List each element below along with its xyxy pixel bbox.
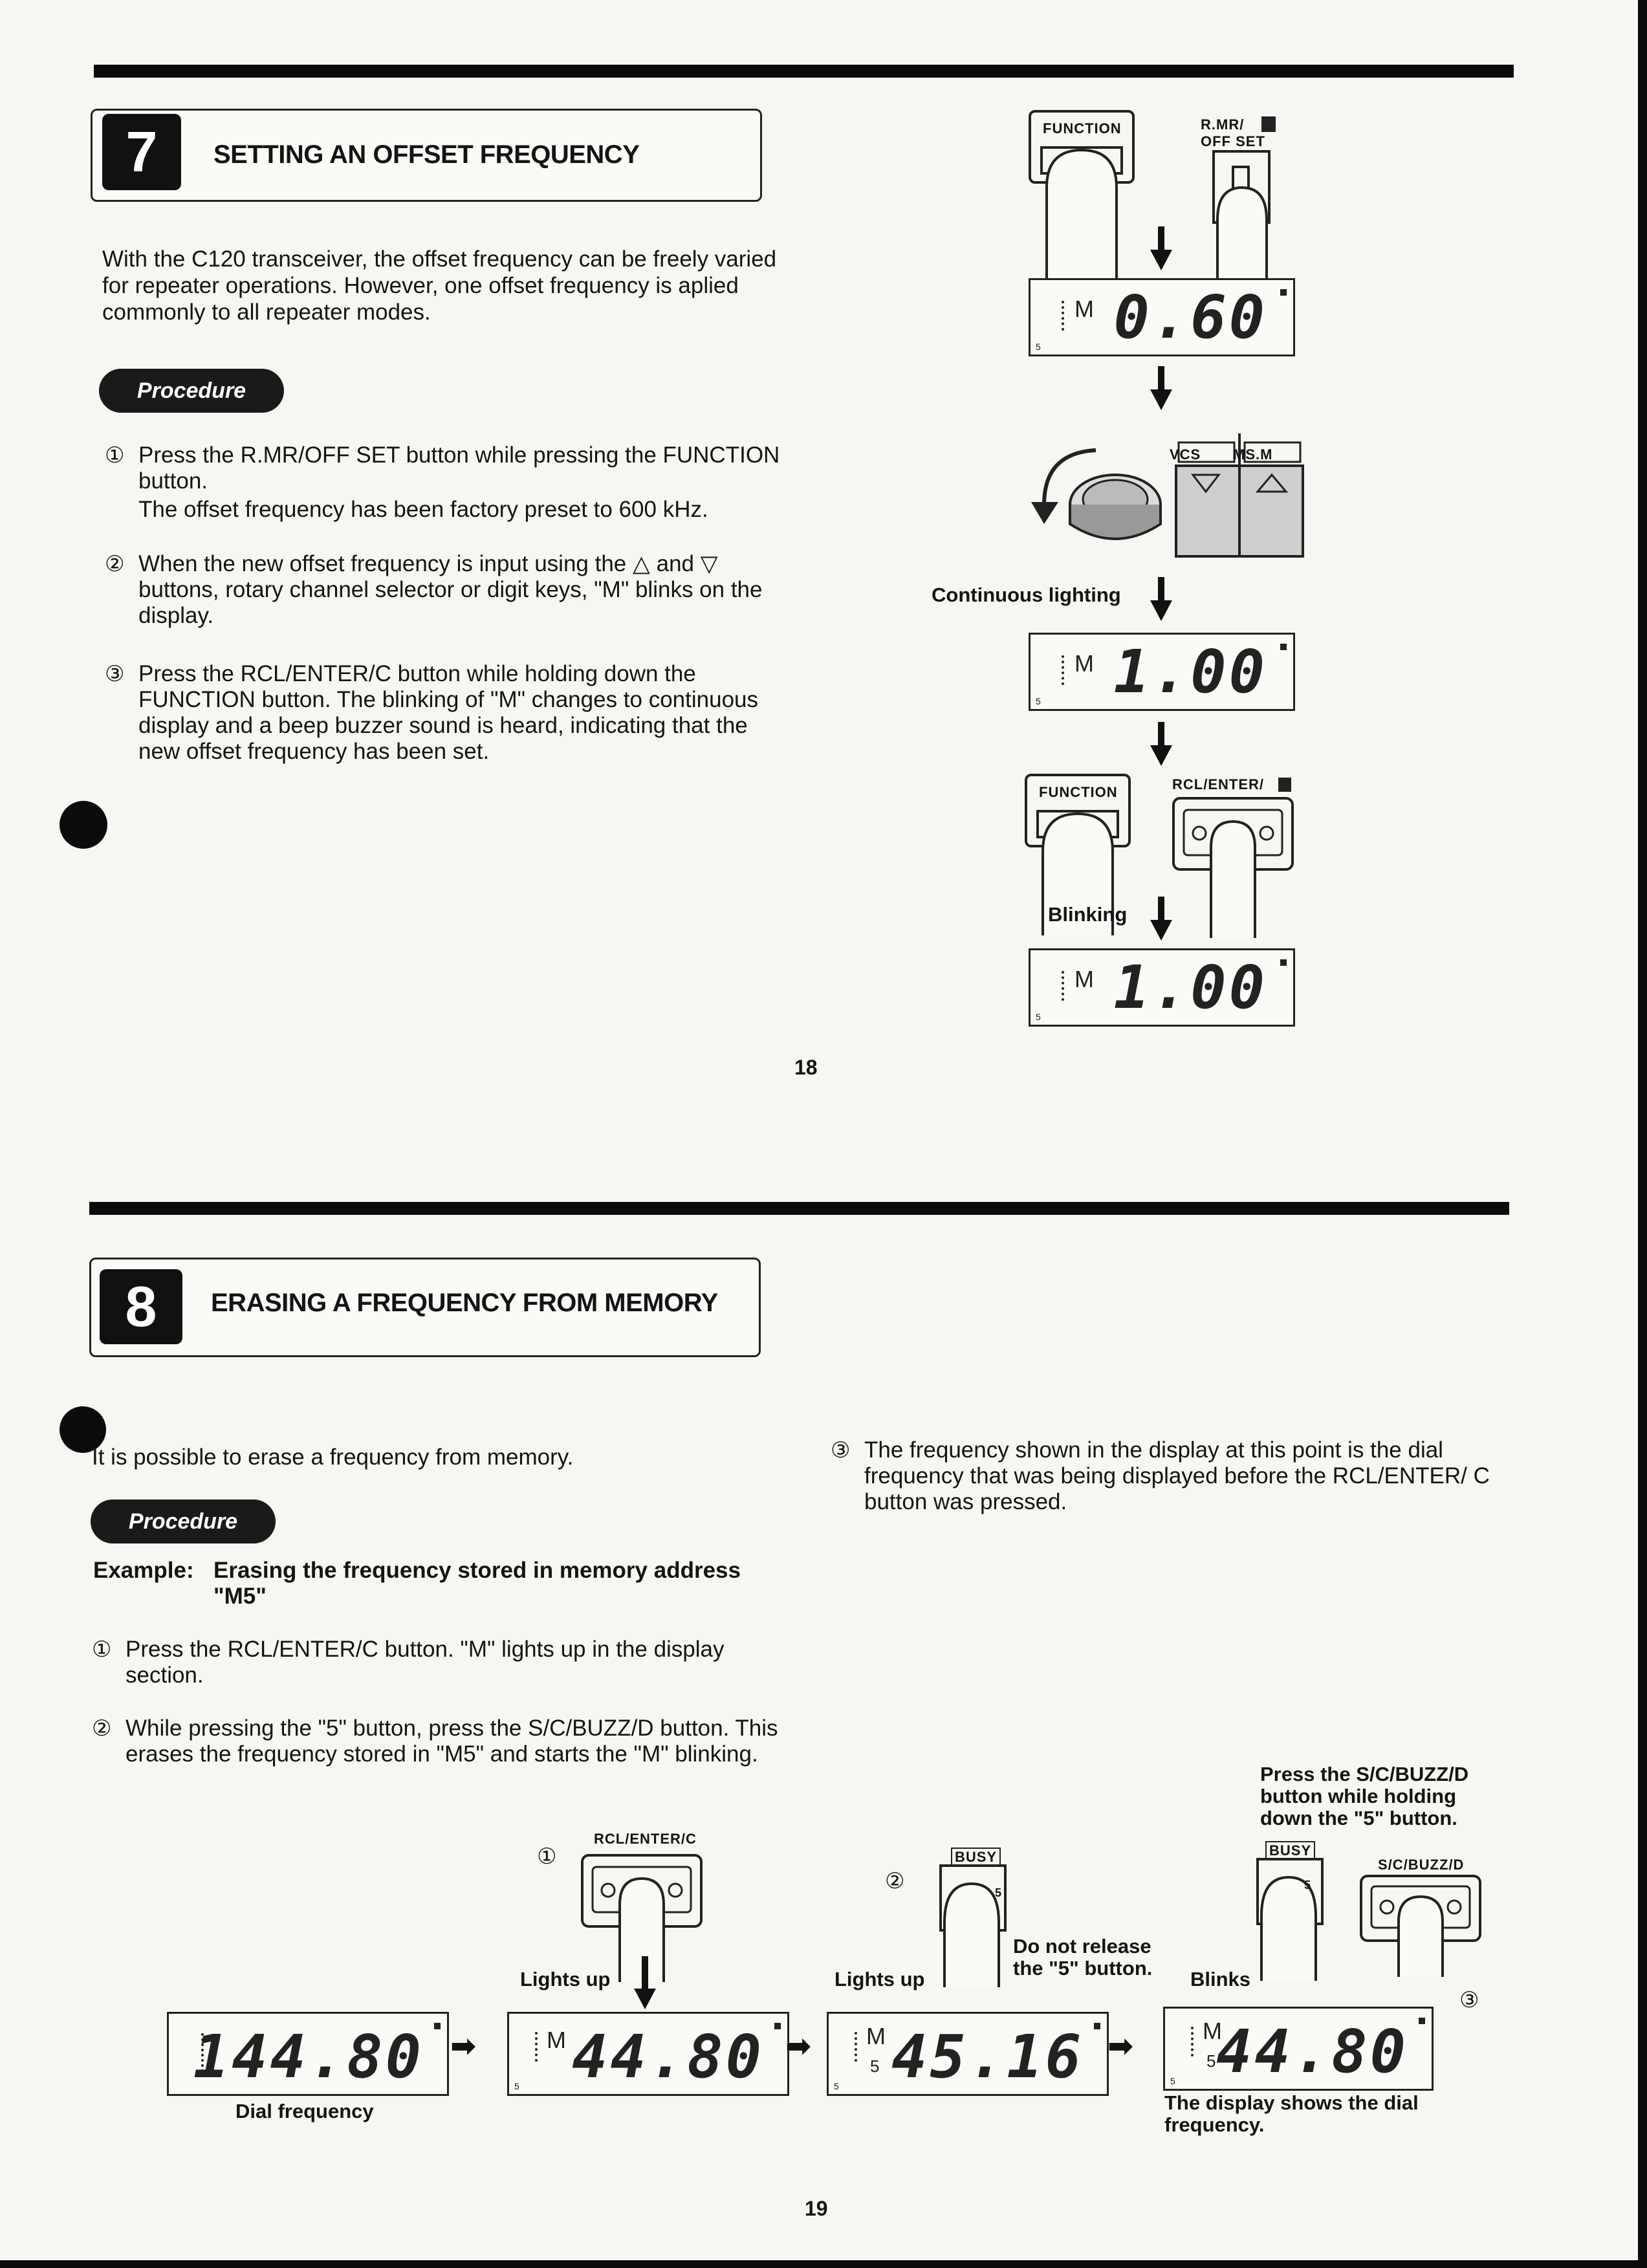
lcd-display-3 [1029,948,1295,1027]
step-7-3 [105,661,791,778]
lcd-m-indicator: M [1074,650,1094,677]
display-shows-note: The display shows the dial frequency. [1164,2091,1419,2136]
boxed-letter-icon [1278,778,1291,792]
lcd-corner-mark [1419,2018,1425,2024]
bottom-rule [89,1202,1509,1215]
arrow-down-icon [1149,366,1175,411]
lcd-five: 5 [1170,2076,1175,2086]
lcd-digits: 1.00 [1113,953,1267,1022]
lcd-five-indicator: 5 [870,2056,880,2076]
section-8-badge [100,1269,182,1344]
lcd-digits: 144.80 [193,2022,424,2091]
lcd-corner-mark [1280,644,1287,650]
lcd-display-1 [1029,278,1295,356]
step-text: Press the RCL/ENTER/C button. "M" lights up in the display section. [125,1637,725,1688]
lcd-ticks [1191,2027,1199,2056]
figure-mark-1: ① [537,1844,557,1869]
lcd-m-indicator: M [866,2023,886,2049]
section-7-intro: With the C120 transceiver, the offset frequency can be freely varied for repeater operations. However, one offset frequency is aplied commonly to all repeater modes. [102,246,777,325]
lcd-ticks [1062,301,1069,331]
step-text: The frequency shown in the display at this point is the dial frequency that was being displayed before the RCL/ENTER/ C button was pressed. [864,1437,1490,1514]
example-block [93,1558,792,1616]
step-8-2 [92,1716,791,1800]
step-mark: ③ [831,1438,851,1463]
step-mark: ③ [105,662,125,686]
arrow-down-icon [633,1956,659,2011]
lcd-corner-mark [434,2023,441,2029]
do-not-release-note: Do not release the "5" button. [1013,1935,1153,1979]
arrow-down-icon [1149,577,1175,622]
lcd-five: 5 [1036,1012,1041,1022]
lcd-corner-mark [1280,959,1287,966]
rcl-key-label: RCL/ENTER/ [1172,776,1264,792]
page-right-edge [1638,0,1647,2268]
dial-frequency-label: Dial frequency [235,2100,374,2122]
arrow-right-icon: ➡ [1107,2029,1134,2064]
step-note: The offset frequency has been factory preset to 600 kHz. [138,497,708,522]
sc-key-illustration [1358,1873,1488,1977]
arrow-down-icon [1149,226,1175,272]
arrow-down-icon [1149,722,1175,767]
step-text: When the new offset frequency is input using the △ and ▽ buttons, rotary channel selector or digit keys, "M" blinks on the display. [138,551,763,628]
lcd-digits: 44.80 [572,2022,764,2091]
section-7-number: 7 [125,120,158,184]
lcd-display-a [167,2012,449,2096]
sc-key-label: S/C/BUZZ/D [1378,1857,1465,1873]
figure-mark-2: ② [885,1869,905,1893]
lcd-corner-mark [1280,289,1287,296]
section-7-badge [102,114,181,190]
continuous-lighting-label: Continuous lighting [932,583,1121,606]
lcd-five: 5 [514,2081,519,2091]
lcd-ticks [535,2032,543,2062]
lcd-corner-mark [774,2023,781,2029]
rmr-key-illustration [1203,149,1281,291]
rcl-key-label-bottom: RCL/ENTER/C [594,1831,697,1847]
vcs-key-label: VCS [1170,446,1201,463]
section-8-title: ERASING A FREQUENCY FROM MEMORY [211,1289,718,1317]
procedure-label-7: Procedure [136,378,246,403]
function-key-illustration [1029,110,1145,291]
step-text: Press the RCL/ENTER/C button while holding down the FUNCTION button. The blinking of "M" changes to continuous display and a beep buzzer sound is heard, indicating that the new offset frequency has been set. [138,661,759,764]
page-number-18: 18 [794,1056,818,1079]
blinking-label: Blinking [1048,903,1128,926]
lcd-m-indicator: M [1203,2018,1222,2044]
top-rule [94,65,1514,78]
boxed-letter-icon [1261,116,1276,132]
lcd-m-indicator: M [1074,296,1094,322]
figure-mark-3: ③ [1459,1988,1479,2012]
lcd-five: 5 [1036,342,1041,352]
page-number-19: 19 [805,2197,828,2220]
lcd-display-c [827,2012,1109,2096]
arrow-right-icon: ➡ [450,2029,477,2064]
lcd-ticks [1062,655,1069,685]
section-8-intro: It is possible to erase a frequency from memory. [92,1445,574,1470]
step-text: While pressing the "5" button, press the S/C/BUZZ/D button. This erases the frequency stored in "M5" and starts the "M" blinking. [125,1716,778,1767]
example-text: Erasing the frequency stored in memory address "M5" [213,1558,741,1609]
lcd-digits: 45.16 [891,2022,1084,2091]
lights-up-label-2: Lights up [834,1968,925,1990]
step-mark: ① [92,1637,112,1662]
step-7-2 [105,551,791,635]
function-key-label: FUNCTION [1043,120,1122,136]
lcd-digits: 0.60 [1113,283,1267,352]
punch-hole [60,801,107,849]
lcd-five: 5 [1036,696,1041,706]
lcd-digits: 44.80 [1216,2017,1408,2086]
rmr-key-label-1: R.MR/ [1201,116,1245,133]
lcd-display-d [1163,2007,1434,2091]
five-key-illustration-2 [1249,1858,1333,1981]
press-note: Press the S/C/BUZZ/D button while holding down the "5" button. [1260,1763,1469,1829]
msm-key-label: MS.M [1233,446,1273,463]
lcd-digits: 1.00 [1113,637,1267,706]
step-mark: ② [105,552,125,576]
page-bottom-edge [0,2260,1647,2268]
rcl-key-illustration [1171,796,1300,938]
step-mark: ② [92,1716,112,1741]
procedure-pill-8 [91,1499,276,1543]
five-key-digit: 5 [995,1886,1002,1899]
rmr-key-label-2: OFF SET [1201,133,1265,149]
lcd-ticks [855,2032,862,2062]
step-7-1 [105,442,791,527]
five-key-digit-2: 5 [1304,1879,1311,1892]
section-8-number: 8 [125,1274,157,1338]
lcd-corner-mark [1094,2023,1100,2029]
arrow-down-icon [1149,897,1175,942]
lcd-m-indicator: M [1074,966,1094,992]
lcd-display-2 [1029,633,1295,711]
step-mark: ① [105,443,125,468]
blinks-label: Blinks [1190,1968,1251,1990]
step-8-3 [831,1437,1510,1521]
procedure-label-8: Procedure [128,1509,238,1534]
busy-key-label: BUSY [951,1848,1001,1867]
function-key-label-2: FUNCTION [1039,784,1118,800]
step-8-1 [92,1637,791,1695]
step-text: Press the R.MR/OFF SET button while pressing the FUNCTION button. [138,442,780,494]
lcd-m-indicator: M [547,2027,566,2053]
lights-up-label-1: Lights up [520,1968,611,1990]
five-key-illustration [932,1864,1016,1987]
lcd-five: 5 [834,2081,839,2091]
lcd-ticks [1062,971,1069,1001]
lcd-display-b [507,2012,789,2096]
arrow-right-icon: ➡ [785,2029,812,2064]
busy-key-label-2: BUSY [1265,1841,1315,1860]
section-7-title: SETTING AN OFFSET FREQUENCY [213,140,640,169]
lcd-five-indicator: 5 [1206,2051,1216,2071]
procedure-pill-7 [99,369,284,413]
example-label: Example: [93,1558,194,1583]
